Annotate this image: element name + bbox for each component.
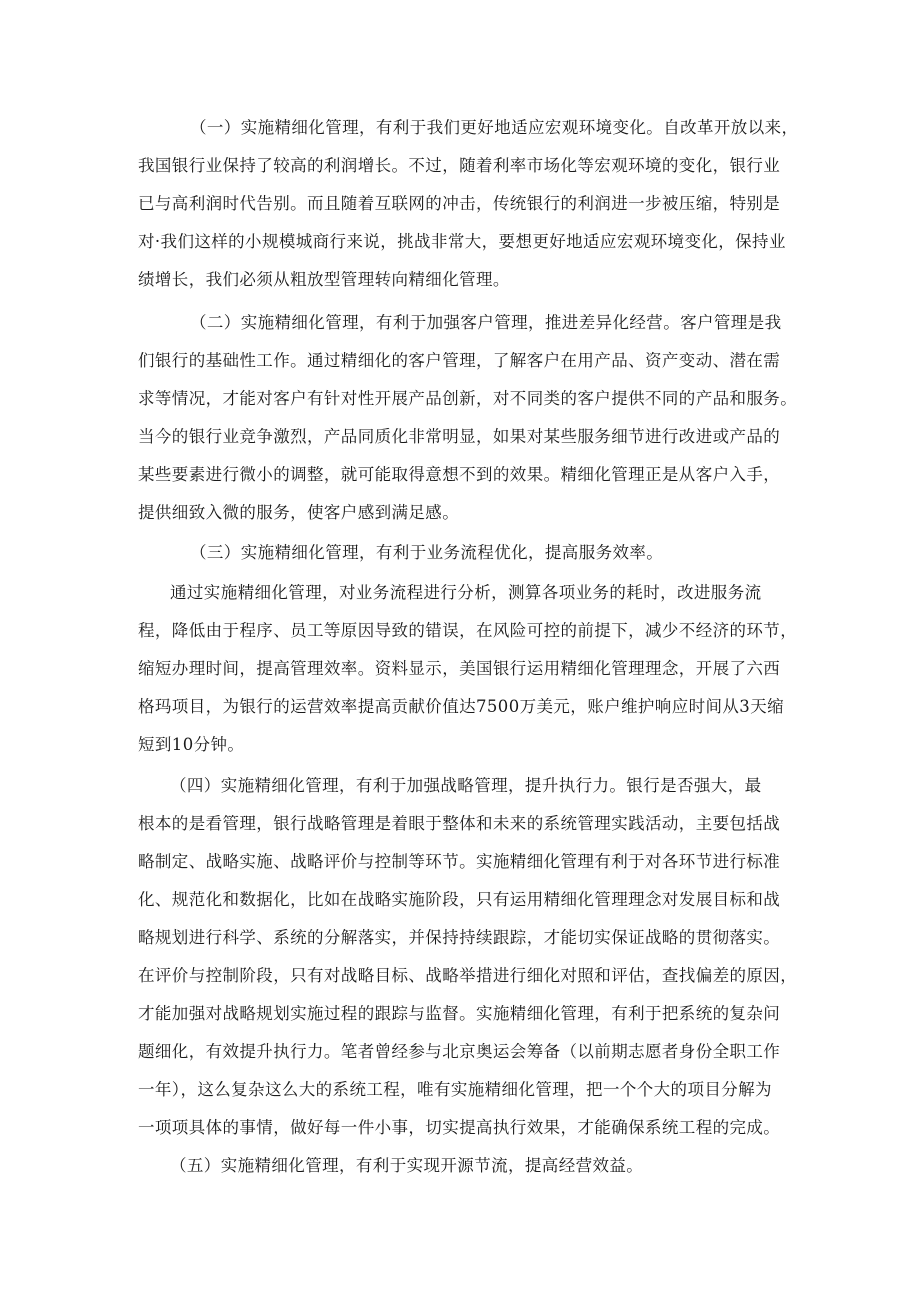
paragraph-line: 根本的是看管理，银行战略管理是着眼于整体和未来的系统管理实践活动，主要包括战 [138, 814, 781, 833]
paragraph-line: 短到10分钟。 [138, 735, 245, 754]
paragraph-line: 略制定、战略实施、战略评价与控制等环节。实施精细化管理有利于对各环节进行标准 [138, 852, 781, 871]
paragraph-line: 们银行的基础性工作。通过精细化的客户管理，了解客户在用产品、资产变动、潜在需 [138, 351, 781, 370]
paragraph-line: 提供细致入微的服务，使客户感到满足感。 [138, 503, 460, 522]
paragraph-line: （五）实施精细化管理，有利于实现开源节流，提高经营效益。 [170, 1156, 644, 1175]
paragraph-line: 在评价与控制阶段，只有对战略目标、战略举措进行细化对照和评估，查找偏差的原因， [138, 966, 798, 985]
paragraph-line: 程，降低由于程序、员工等原因导致的错误，在风险可控的前提下，减少不经济的环节， [138, 621, 798, 640]
paragraph-line: 某些要素进行微小的调整，就可能取得意想不到的效果。精细化管理正是从客户入手， [138, 465, 781, 484]
paragraph-line: 通过实施精细化管理，对业务流程进行分析，测算各项业务的耗时，改进服务流 [170, 583, 762, 602]
paragraph-line: 一项项具体的事情，做好每一件小事，切实提高执行效果，才能确保系统工程的完成。 [138, 1118, 781, 1137]
paragraph-line: （四）实施精细化管理，有利于加强战略管理，提升执行力。银行是否强大，最 [170, 776, 762, 795]
paragraph-line: 题细化，有效提升执行力。笔者曾经参与北京奥运会筹备（以前期志愿者身份全职工作 [138, 1042, 781, 1061]
paragraph-line: 对·我们这样的小规模城商行来说，挑战非常大，要想更好地适应宏观环境变化，保持业 [138, 232, 786, 251]
paragraph-line: 当今的银行业竞争激烈，产品同质化非常明显，如果对某些服务细节进行改进或产品的 [138, 427, 781, 446]
paragraph-line: 格玛项目，为银行的运营效率提高贡献价值达7500万美元，账户维护响应时间从3天缩 [138, 697, 784, 716]
paragraph-line: 求等情况，才能对客户有针对性开展产品创新，对不同类的客户提供不同的产品和服务。 [138, 389, 798, 408]
paragraph-line: （三）实施精细化管理，有利于业务流程优化，提高服务效率。 [190, 543, 664, 562]
paragraph-line: 缩短办理时间，提高管理效率。资料显示，美国银行运用精细化管理理念，开展了六西 [138, 659, 781, 678]
paragraph-line: 我国银行业保持了较高的利润增长。不过，随着利率市场化等宏观环境的变化，银行业 [138, 156, 781, 175]
paragraph-line: （一）实施精细化管理，有利于我们更好地适应宏观环境变化。自改革开放以来， [190, 118, 799, 137]
paragraph-line: 才能加强对战略规划实施过程的跟踪与监督。实施精细化管理，有利于把系统的复杂问 [138, 1004, 781, 1023]
paragraph-line: 略规划进行科学、系统的分解落实，并保持持续跟踪，才能切实保证战略的贯彻落实。 [138, 928, 781, 947]
paragraph-line: 一年），这么复杂这么大的系统工程，唯有实施精细化管理，把一个个大的项目分解为 [138, 1080, 772, 1099]
paragraph-line: 已与高利润时代告别。而且随着互联网的冲击，传统银行的利润进一步被压缩，特别是 [138, 194, 781, 213]
paragraph-line: （二）实施精细化管理，有利于加强客户管理，推进差异化经营。客户管理是我 [190, 313, 782, 332]
paragraph-line: 绩增长，我们必须从粗放型管理转向精细化管理。 [138, 270, 510, 289]
paragraph-line: 化、规范化和数据化，比如在战略实施阶段，只有运用精细化管理理念对发展目标和战 [138, 890, 781, 909]
